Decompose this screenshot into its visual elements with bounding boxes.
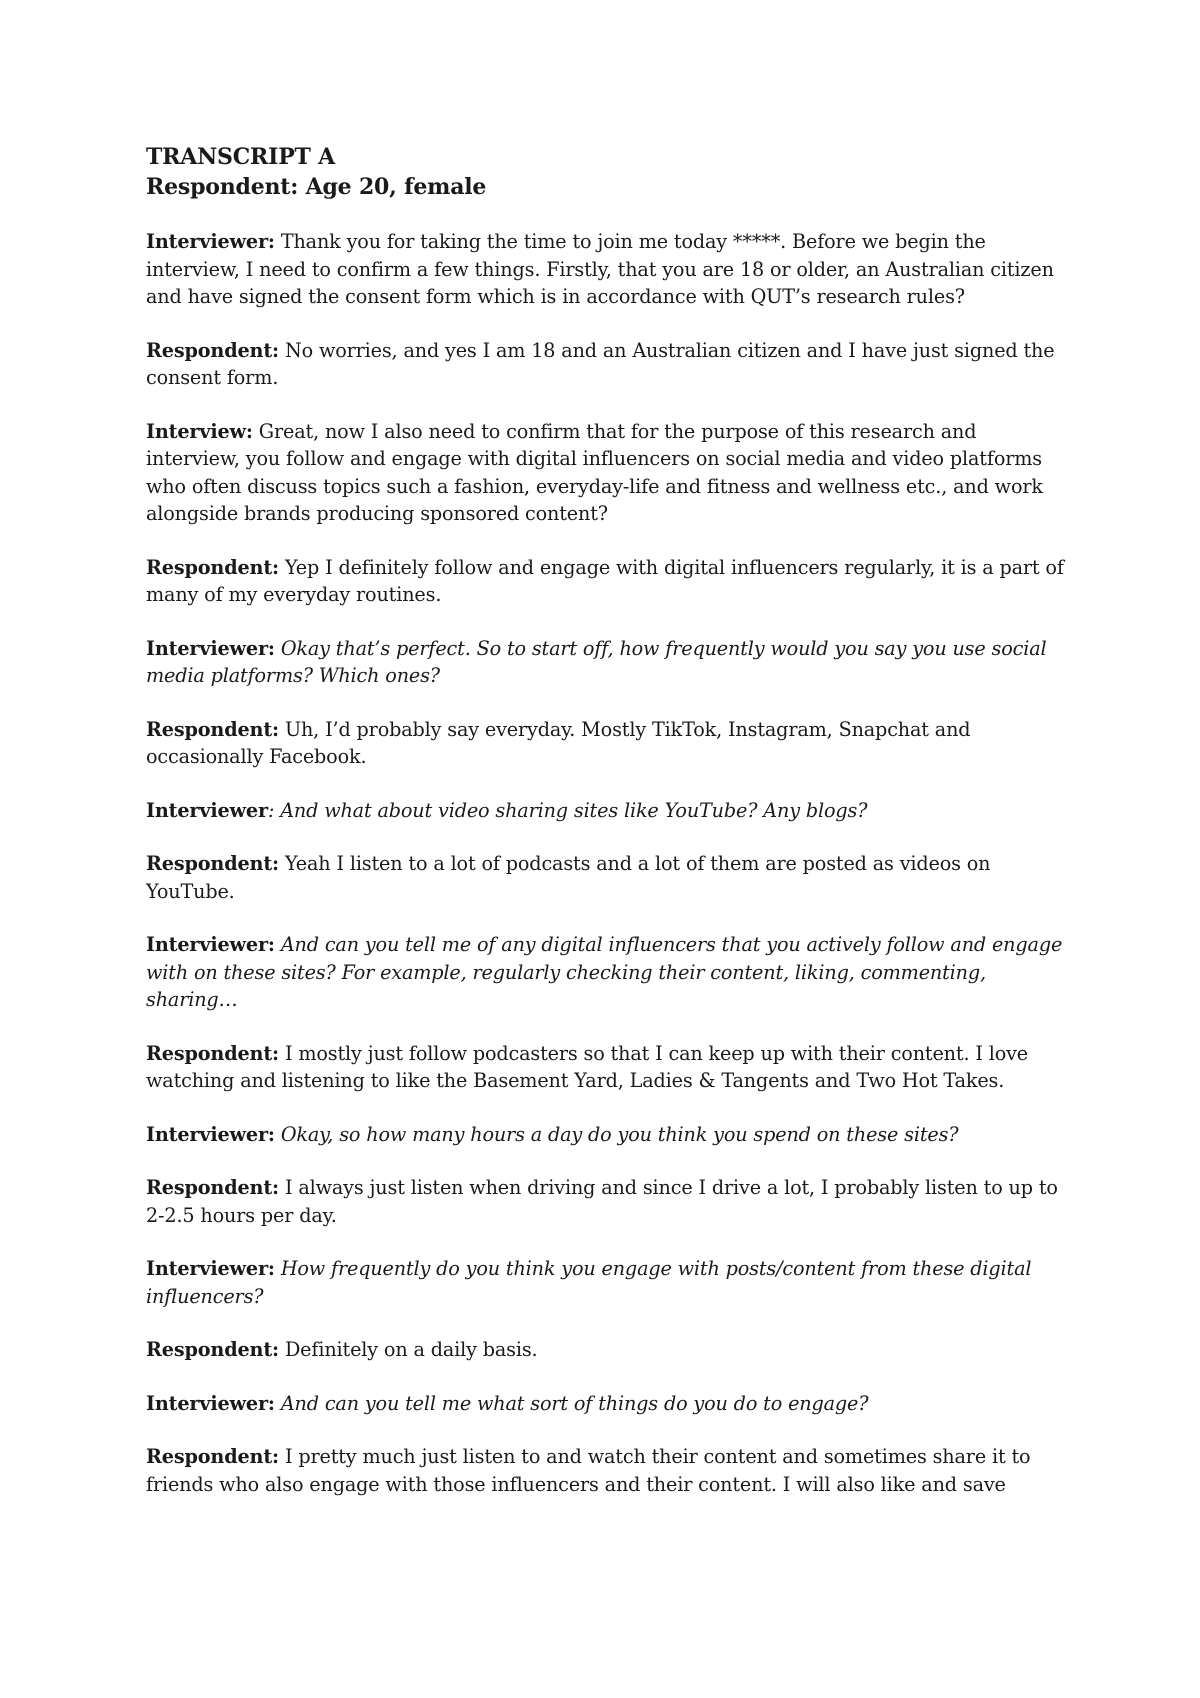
- question-text: And can you tell me of any digital influencers that you actively follow and engage with on these sites? For example, regularly checking their content, liking, commenting, sharing…: [146, 933, 1063, 1011]
- transcript-turn: [146, 1040, 1066, 1095]
- turn-text: I mostly just follow podcasters so that I can keep up with their content. I love watching and listening to like the Basement Yard, Ladies & Tangents and Two Hot Takes.: [146, 1041, 1029, 1092]
- speaker-label: Respondent:: [146, 1041, 279, 1065]
- turn-text: I always just listen when driving and since I drive a lot, I probably listen to up to 2-2.5 hours per day.: [146, 1176, 1058, 1227]
- transcript-turn: [146, 931, 1066, 1014]
- turn-text: Definitely on a daily basis.: [279, 1338, 538, 1361]
- turn-text: I pretty much just listen to and watch their content and sometimes share it to friends who also engage with those influencers and their content. I will also like and save: [146, 1445, 1031, 1496]
- turn-text: No worries, and yes I am 18 and an Australian citizen and I have just signed the consent form.: [146, 338, 1055, 389]
- turn-text: Uh, I’d probably say everyday. Mostly TikTok, Instagram, Snapchat and occasionally Facebook.: [146, 717, 971, 768]
- speaker-label: Respondent:: [146, 1338, 279, 1361]
- speaker-label: Interviewer:: [146, 1122, 275, 1146]
- question-text: Okay that’s perfect. So to start off, how frequently would you say you use social media platforms? Which ones?: [146, 636, 1047, 687]
- question-text: And can you tell me what sort of things do you do to engage?: [274, 1391, 869, 1415]
- speaker-label: Respondent:: [146, 852, 279, 875]
- speaker-label: Interviewer:: [146, 636, 275, 660]
- transcript-turn: [146, 716, 1066, 771]
- speaker-label: Respondent:: [146, 1176, 279, 1199]
- transcript-turn: [146, 1336, 1066, 1364]
- speaker-label: Interview:: [146, 419, 253, 443]
- transcript-turn: [146, 1390, 1066, 1418]
- speaker-label: Interviewer:: [146, 933, 275, 956]
- transcript-turn: [146, 337, 1066, 392]
- transcript-turn: [146, 850, 1066, 905]
- transcript-turn: [146, 797, 1066, 825]
- title-block: [146, 142, 1066, 202]
- transcript-turn: [146, 554, 1066, 609]
- turn-text: Thank you for taking the time to join me today *****. Before we begin the interview, I need to confirm a few things. Firstly, that you are 18 or older, an Australian citizen and have signed the consent form which is in accordance with QUT’s research rules?: [146, 230, 1054, 308]
- transcript-turn: [146, 1443, 1066, 1498]
- turn-text: Yeah I listen to a lot of podcasts and a lot of them are posted as videos on YouTube.: [146, 852, 991, 903]
- document-title: TRANSCRIPT A: [146, 144, 336, 170]
- question-text: Okay, so how many hours a day do you think you spend on these sites?: [274, 1122, 959, 1146]
- question-text: : And what about video sharing sites like YouTube? Any blogs?: [267, 798, 868, 822]
- transcript-turn: [146, 418, 1066, 528]
- turn-text: Great, now I also need to confirm that for the purpose of this research and interview, you follow and engage with digital influencers on social media and video platforms who often discuss topics such a fashion, everyday-life and fitness and wellness etc., and work alongside brands producing sponsored content?: [146, 419, 1043, 525]
- speaker-label: Respondent:: [146, 717, 279, 741]
- transcript-turn: [146, 1255, 1066, 1310]
- transcript-turn: [146, 635, 1066, 690]
- speaker-label: Respondent:: [146, 338, 279, 362]
- question-text: How frequently do you think you engage with posts/content from these digital influencers?: [146, 1257, 1032, 1308]
- speaker-label: Interviewer:: [146, 230, 275, 253]
- document-page: [146, 142, 1066, 1524]
- turn-text: Yep I definitely follow and engage with digital influencers regularly, it is a part of many of my everyday routines.: [146, 555, 1064, 606]
- speaker-label: Respondent:: [146, 555, 279, 579]
- speaker-label: Respondent:: [146, 1445, 279, 1468]
- speaker-label: Interviewer: [146, 798, 268, 822]
- transcript-turn: [146, 228, 1066, 311]
- transcript-turn: [146, 1174, 1066, 1229]
- document-subtitle: Respondent: Age 20, female: [146, 174, 487, 200]
- transcript-turn: [146, 1121, 1066, 1149]
- speaker-label: Interviewer:: [146, 1257, 275, 1280]
- speaker-label: Interviewer:: [146, 1391, 275, 1415]
